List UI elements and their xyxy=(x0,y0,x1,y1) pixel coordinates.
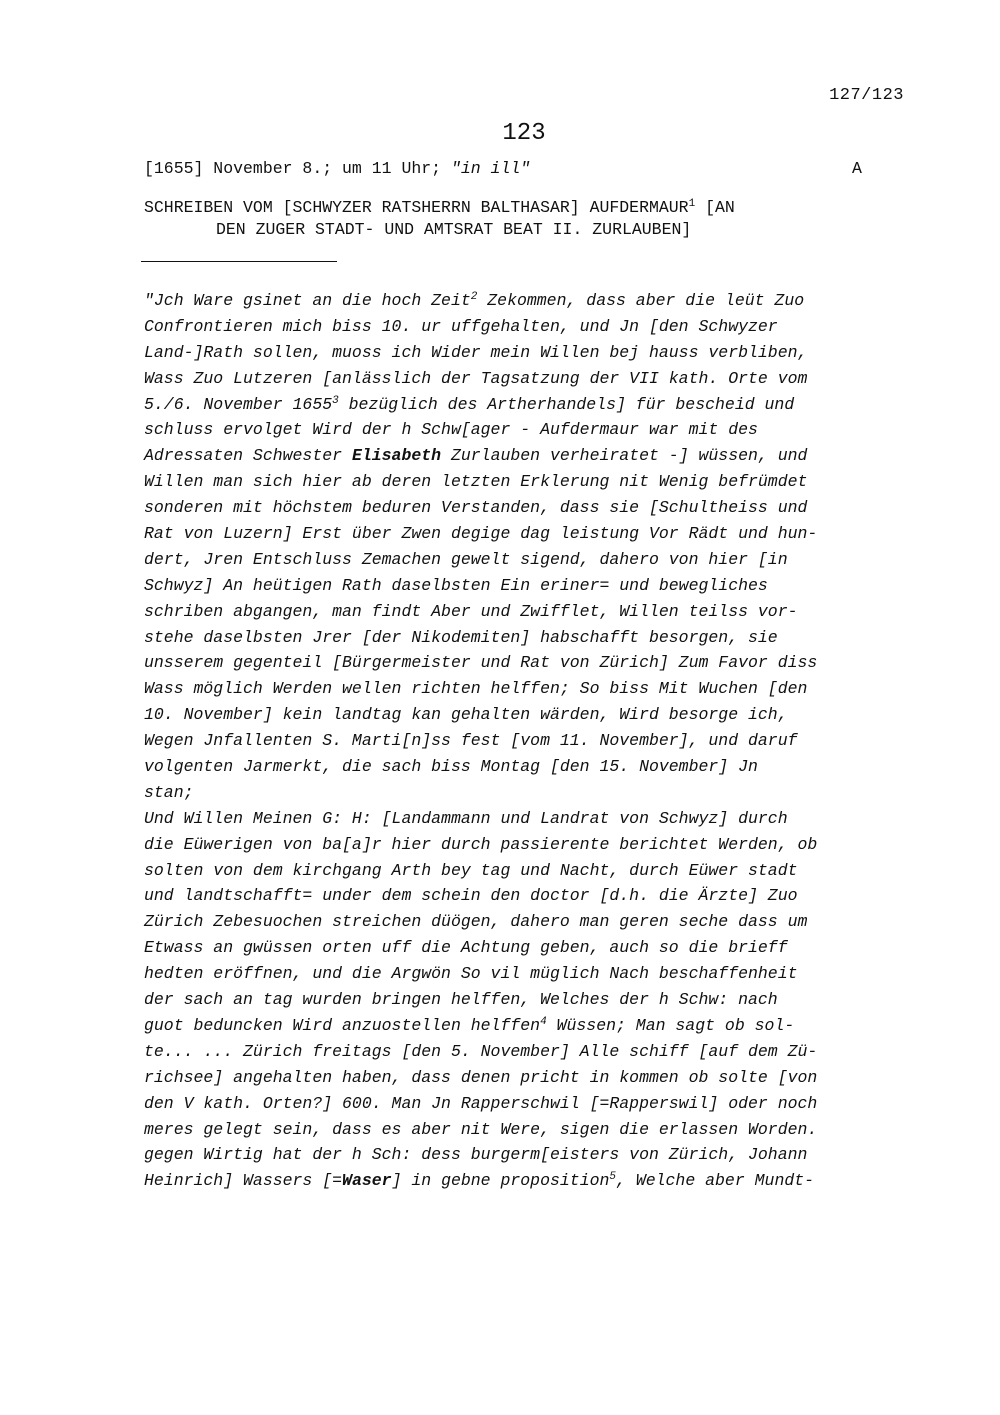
letter-body xyxy=(144,288,904,1194)
body-line: sonderen mit höchstem beduren Verstanden, dass sie [Schultheiss und xyxy=(144,498,808,518)
body-line: te... ... Zürich freitags [den 5. November] Alle schiff [auf dem Zü- xyxy=(144,1041,818,1061)
body-line: hedten eröffnen, und die Argwön So vil müglich Nach beschaffenheit xyxy=(144,964,798,984)
footnote-ref-1: 1 xyxy=(688,198,696,210)
body-line: schriben abgangen, man findt Aber und Zwifflet, Willen teilss vor- xyxy=(144,601,798,621)
title-line-2: DEN ZUGER STADT- UND AMTSRAT BEAT II. ZURLAUBEN] xyxy=(216,220,692,239)
title-divider xyxy=(141,261,337,262)
body-line: solten von dem kirchgang Arth bey tag und Nacht, durch Eüwer stadt xyxy=(144,860,798,880)
body-line: gegen Wirtig hat der h Sch: dess burgerm[eisters von Zürich, Johann xyxy=(144,1145,808,1165)
footnote-ref: 5 xyxy=(609,1171,617,1184)
body-line: Land-]Rath sollen, muoss ich Wider mein Willen bej hauss verbliben, xyxy=(144,342,808,362)
dateline-italic: "in ill" xyxy=(450,159,531,178)
body-line: stan; xyxy=(144,782,194,802)
body-line: 10. November] kein landtag kan gehalten wärden, Wird besorge ich, xyxy=(144,705,788,725)
title-line-1-text: SCHREIBEN VOM [SCHWYZER RATSHERRN BALTHASAR] AUFDERMAUR xyxy=(144,198,689,217)
body-line: Schwyz] An heütigen Rath daselbsten Ein eriner= und bewegliches xyxy=(144,575,768,595)
dateline xyxy=(144,159,530,178)
body-line: und landtschafft= under dem schein den doctor [d.h. die Ärzte] Zuo xyxy=(144,886,798,906)
body-line: Wegen Jnfallenten S. Marti[n]ss fest [vom 11. November], und daruf xyxy=(144,731,798,751)
body-line: die Eüwerigen von ba[a]r hier durch passierente berichtet Werden, ob xyxy=(144,834,818,854)
body-line: Etwass an gwüssen orten uff die Achtung geben, auch so die brieff xyxy=(144,938,788,958)
body-line: schluss ervolget Wird der h Schw[ager - Aufdermaur war mit des xyxy=(144,420,758,440)
body-line: Willen man sich hier ab deren letzten Erklerung nit Wenig befrümdet xyxy=(144,472,808,492)
body-line: Und Willen Meinen G: H: [Landammann und Landrat von Schwyz] durch xyxy=(144,808,788,828)
body-line: Rat von Luzern] Erst über Zwen degige dag leistung Vor Rädt und hun- xyxy=(144,524,818,544)
body-line: "Jch Ware gsinet an die hoch Zeit$^2$ Zekommen, dass aber die leüt Zuo xyxy=(144,291,805,310)
body-line: Zürich Zebesuochen streichen düögen, dahero man geren seche dass um xyxy=(144,912,808,932)
footnote-ref: 4 xyxy=(540,1015,547,1028)
body-line: unsserem gegenteil [Bürgermeister und Rat von Zürich] Zum Favor diss xyxy=(144,653,818,673)
body-line: den V kath. Orten?] 600. Man Jn Rapperschwil [=Rapperswil] oder noch xyxy=(144,1093,818,1113)
body-line: Heinrich] Wassers [=Waser] in gebne proposition$^5$, Welche aber Mundt- xyxy=(144,1171,815,1191)
body-line: Wass möglich Werden wellen richten helffen; So biss Mit Wuchen [den xyxy=(144,679,808,699)
document-title xyxy=(144,197,884,241)
body-line: richsee] angehalten haben, dass denen pricht in kommen ob solte [von xyxy=(144,1067,818,1087)
document-number: 123 xyxy=(502,120,546,147)
bold-name: Elisabeth xyxy=(351,446,442,466)
footnote-ref: 3 xyxy=(332,394,339,407)
body-line: guot beduncken Wird anzuostellen helffen$^4$ Wüssen; Man sagt ob sol- xyxy=(144,1015,795,1035)
bold-name: Waser xyxy=(342,1171,392,1191)
page-reference: 127/123 xyxy=(829,86,904,105)
body-line: volgenten Jarmerkt, die sach biss Montag [den 15. November] Jn xyxy=(144,757,758,777)
body-line: dert, Jren Entschluss Zemachen gewelt sigend, dahero von hier [in xyxy=(144,549,788,569)
body-line: Adressaten Schwester Elisabeth Zurlauben verheiratet -] wüssen, und xyxy=(144,446,808,466)
dateline-text: [1655] November 8.; um 11 Uhr; xyxy=(144,159,451,178)
title-line-1-end: [AN xyxy=(695,198,735,217)
body-line: 5./6. November 1655$^3$ bezüglich des Artherhandels] für bescheid und xyxy=(144,394,795,414)
body-line: Wass Zuo Lutzeren [anlässlich der Tagsatzung der VII kath. Orte vom xyxy=(144,368,808,388)
body-line: Confrontieren mich biss 10. ur uffgehalten, und Jn [den Schwyzer xyxy=(144,316,778,336)
body-line: meres gelegt sein, dass es aber nit Were, sigen die erlassen Worden. xyxy=(144,1119,818,1139)
document-mark: A xyxy=(852,159,862,178)
footnote-ref: 2 xyxy=(470,291,478,303)
body-line: der sach an tag wurden bringen helffen, Welches der h Schw: nach xyxy=(144,990,778,1010)
body-line: stehe daselbsten Jrer [der Nikodemiten] habschafft besorgen, sie xyxy=(144,627,778,647)
title-line-1 xyxy=(144,198,735,217)
